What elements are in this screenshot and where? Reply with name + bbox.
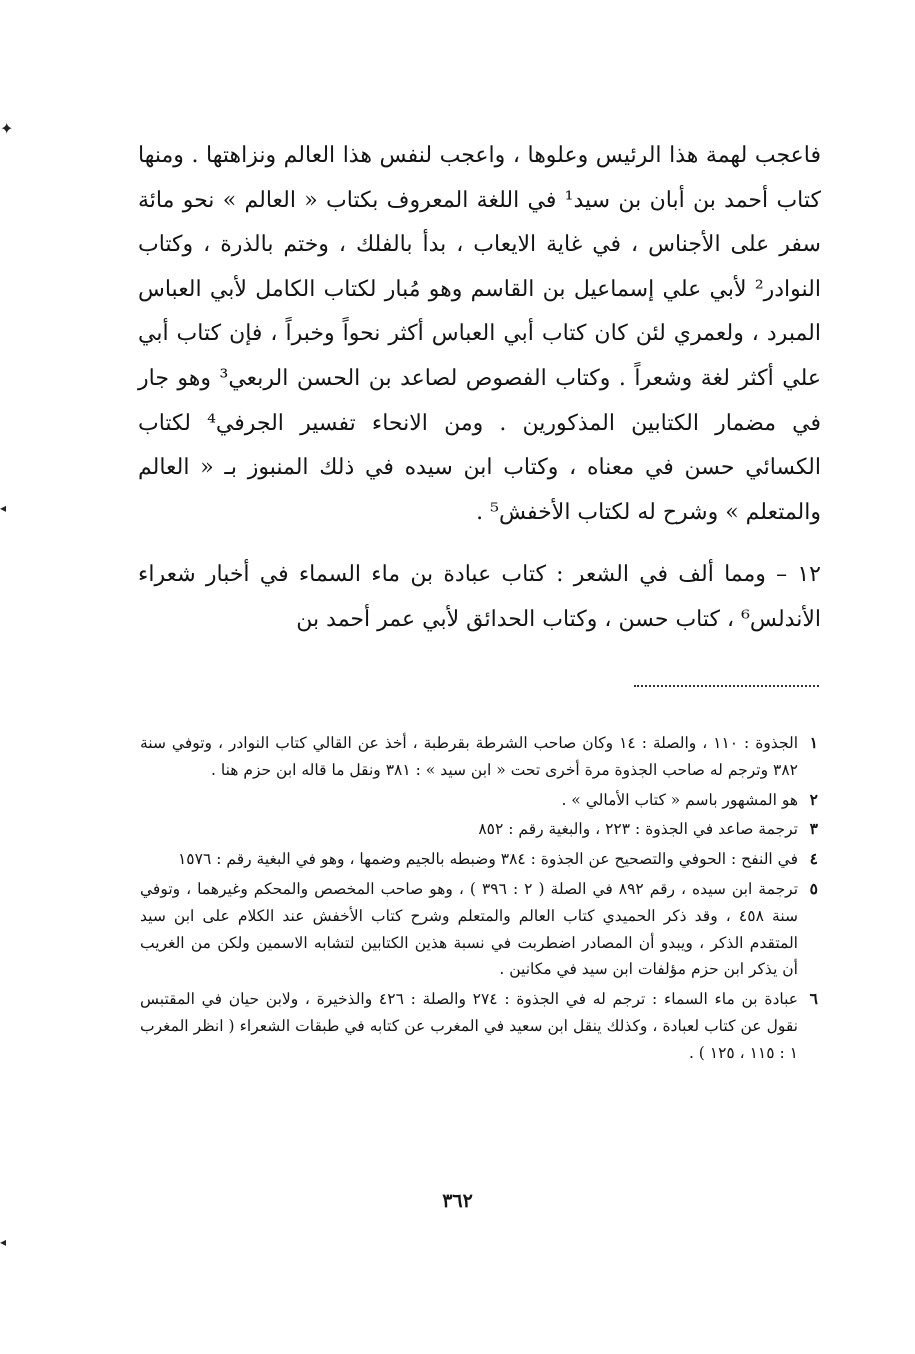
footnote xyxy=(140,986,818,1066)
footnote-number: ٥ xyxy=(809,878,818,898)
footnote xyxy=(140,876,818,983)
footnote xyxy=(140,816,818,843)
page-number: ٣٦٢ xyxy=(442,1190,473,1212)
footnote xyxy=(140,846,818,873)
footnote-text: عبادة بن ماء السماء : ترجم له في الجذوة : ٢٧٤ والصلة : ٤٢٦ والذخيرة ، ولابن حيان في المقتبس نقول عن كتاب لعبادة ، وكذلك ينقل ابن سعيد في المغرب عن كتابه في طبقات الشعراء ( انظر المغرب ١ : ١١٥ ، ١٢٥ ) . xyxy=(140,990,798,1062)
footnote-number: ١ xyxy=(809,733,818,752)
footnote-number: ٦ xyxy=(809,989,818,1009)
main-text xyxy=(138,134,821,643)
footnote-number: ٣ xyxy=(809,819,818,839)
footnotes xyxy=(140,730,818,1070)
paragraph: ١٢ – ومما ألف في الشعر : كتاب عبادة بن ماء السماء في أخبار شعراء الأندلس⁶ ، كتاب حسن ، وكتاب الحدائق لأبي عمر أحمد بن xyxy=(138,562,821,632)
footnote-number: ٤ xyxy=(809,849,818,869)
footnote-text: ترجمة ابن سيده ، رقم ٨٩٢ في الصلة ( ٢ : ٣٩٦ ) ، وهو صاحب المخصص والمحكم وغيرهما ، وتوفي سنة ٤٥٨ ، وقد ذكر الحميدي كتاب العالم والمتعلم وشرح كتاب الأخفش عند الكلام على ابن سيد المتقدم الذكر ، ويبدو أن المصادر اضطربت في نسبة هذين الكتابين لتشابه الاسمين ولكن من الغريب أن يذكر ابن حزم مؤلفات ابن سيد في مكانين . xyxy=(140,879,799,979)
margin-mark: ◂ xyxy=(0,1235,7,1249)
footnote-text: في النفح : الحوفي والتصحيح عن الجذوة : ٣٨٤ وضبطه بالجيم وضمها ، وهو في البغية رقم : ١٥٧٦ xyxy=(177,850,798,869)
footnote-divider xyxy=(634,685,819,687)
footnote xyxy=(140,730,818,784)
margin-mark: ◂ xyxy=(0,501,7,515)
footnote-number: ٢ xyxy=(809,789,818,809)
footnote-text: الجذوة : ١١٠ ، والصلة : ١٤ وكان صاحب الشرطة بقرطبة ، أخذ عن القالي كتاب النوادر ، وتوفي سنة ٣٨٢ وترجم له صاحب الجذوة مرة أخرى تحت « ابن سيد » : ٣٨١ ونقل ما قاله ابن حزم هنا . xyxy=(140,734,798,779)
footnote-text: ترجمة صاعد في الجذوة : ٢٢٣ ، والبغية رقم : ٨٥٢ xyxy=(478,820,798,839)
footnote xyxy=(140,787,818,814)
paragraph: فاعجب لهمة هذا الرئيس وعلوها ، واعجب لنفس هذا العالم ونزاهتها . ومنها كتاب أحمد بن أبان بن سيد¹ في اللغة المعروف بكتاب « العالم » نحو مائة سفر على الأجناس ، في غاية الايعاب ، بدأ بالفلك ، وختم بالذرة ، وكتاب النوادر² لأبي علي إسماعيل بن القاسم وهو مُبار لكتاب الكامل لأبي العباس المبرد ، ولعمري لئن كان كتاب أبي العباس أكثر نحواً وخبراً ، فإن كتاب أبي علي أكثر لغة وشعراً . وكتاب الفصوص لصاعد بن الحسن الربعي³ وهو جار في مضمار الكتابين المذكورين . ومن الانحاء تفسير الجرفي⁴ لكتاب الكسائي حسن في معناه ، وكتاب ابن سيده في ذلك المنبوز بـ « العالم والمتعلم » وشرح له لكتاب الأخفش⁵ . xyxy=(138,143,822,525)
footnote-text: هو المشهور باسم « كتاب الأمالي » . xyxy=(561,790,798,809)
margin-mark: ✦ xyxy=(0,119,14,138)
